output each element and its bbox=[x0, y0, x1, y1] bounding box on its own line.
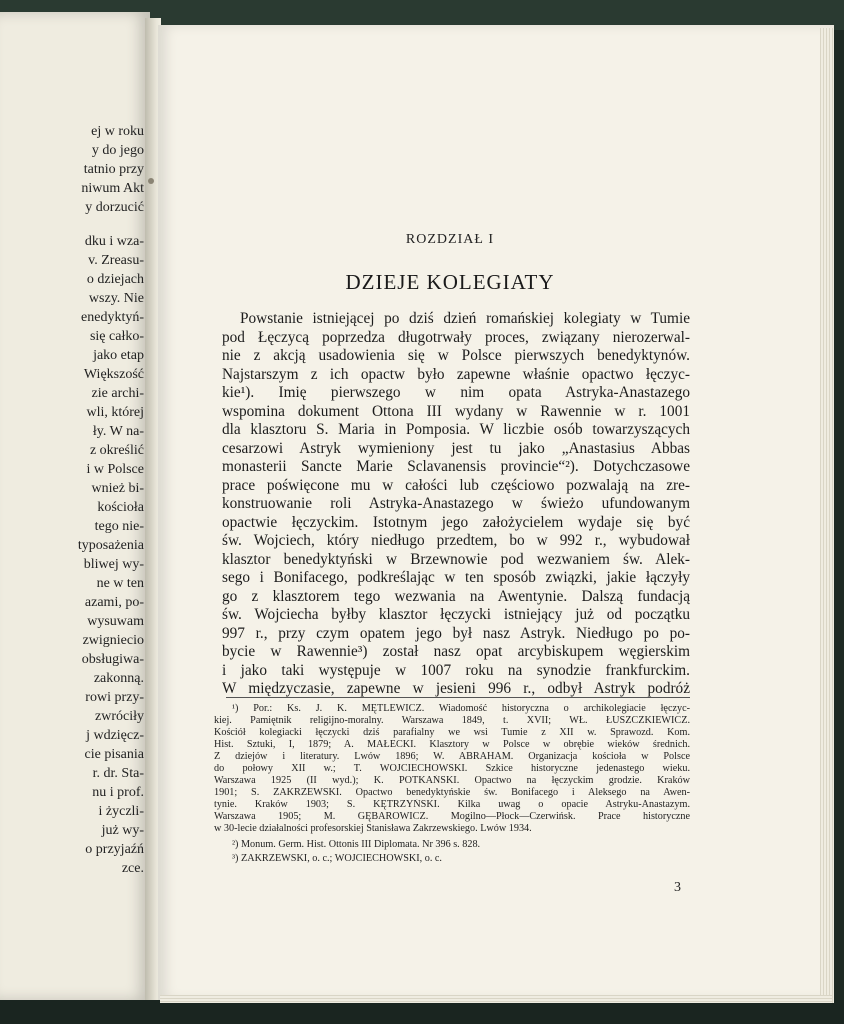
left-page-line: tego nie- bbox=[94, 519, 144, 534]
page-number: 3 bbox=[674, 880, 681, 895]
body-line: św. Wojciecha byłby klasztor łęczycki istniejący już od początku bbox=[222, 606, 690, 623]
left-page-line: ej w roku bbox=[91, 124, 144, 139]
left-page-line: zakonną. bbox=[93, 671, 144, 686]
left-page-line: wli, której bbox=[86, 405, 144, 420]
footnote-line: 1901; S. ZAKRZEWSKI. Opactwo benedyktyńskie św. Bonifacego i Aleksego na Awen- bbox=[214, 787, 690, 798]
left-page-line: enedyktyń- bbox=[81, 310, 144, 325]
footnote-line: Kościół kolegiacki łęczycki dziś parafialny we wsi Tumie z XII w. Sprawozd. Kom. bbox=[214, 727, 690, 738]
body-line: monasterii Sancte Marie Sclavanensis provincie“²). Dotychczasowe bbox=[222, 458, 690, 475]
footnote-line: Warszawa 1905; M. GĘBAROWICZ. Mogilno—Płock—Czerwińsk. Prace historyczne bbox=[214, 811, 690, 822]
chapter-title: DZIEJE KOLEGIATY bbox=[345, 270, 555, 294]
footnote-rule bbox=[226, 697, 690, 698]
body-line: Powstanie istniejącej po dziś dzień romańskiej kolegiaty w Tumie bbox=[240, 310, 690, 327]
background-bottom bbox=[0, 1000, 844, 1024]
left-page-line: wszy. Nie bbox=[88, 291, 144, 306]
left-page-line: azami, po- bbox=[84, 595, 144, 610]
body-line: sego i Bonifacego, podkreślając w ten sposób związki, jakie łączyły bbox=[222, 569, 690, 586]
footnote-line: w 30-lecie działalności profesorskiej Stanisława Zakrzewskiego. Lwów 1934. bbox=[214, 823, 532, 834]
left-page-line: y dorzucić bbox=[85, 200, 144, 215]
footnote-line: do połowy XII w.; T. WOJCIECHOWSKI. Szkice historyczne jedenastego wieku. bbox=[214, 763, 690, 774]
left-page-line: już wy- bbox=[101, 823, 144, 838]
footnote-line: tynie. Kraków 1903; S. KĘTRZYŃSKI. Kilka uwag o opacie Astryku-Anastazym. bbox=[214, 799, 690, 810]
left-page-line: z określić bbox=[89, 443, 144, 458]
binding-thread bbox=[148, 178, 154, 184]
footnote-line: kiej. Pamiętnik religijno-moralny. Warszawa 1849, t. XVII; WŁ. ŁUSZCZKIEWICZ. bbox=[214, 715, 690, 726]
left-page-line: zce. bbox=[121, 861, 144, 876]
body-line: konstruowanie roli Astryka-Anastazego w świeżo ufundowanym bbox=[222, 495, 690, 512]
left-page-line: ne w ten bbox=[96, 576, 144, 591]
left-page-line: j wdzięcz- bbox=[86, 728, 144, 743]
page-bottom-edge bbox=[160, 995, 832, 1003]
left-page-line: rowi przy- bbox=[85, 690, 144, 705]
left-page-line: o dziejach bbox=[86, 272, 144, 287]
body-line: i jako taki występuje w 1007 roku na synodzie frankfurckim. bbox=[222, 661, 690, 679]
footnote-line: Warszawa 1925 (II wyd.); K. POTKAŃSKI. Opactwo na łęczyckim grodzie. Kraków bbox=[214, 775, 690, 786]
left-page-line: dku i wza- bbox=[84, 234, 144, 249]
body-line: nie z akcją usadowienia się w Polsce pierwszych benedyktynów. bbox=[222, 347, 690, 364]
body-line: św. Wojciech, który niedługo przedtem, bo w 992 r., wybudował bbox=[222, 532, 690, 549]
left-page-line: wysuwam bbox=[87, 614, 144, 629]
body-line: go z klasztorem tego wezwania na Awentynie. Dalszą fundacją bbox=[222, 587, 690, 605]
left-page-line: tatnio przy bbox=[83, 162, 144, 177]
footnote-line: ³) ZAKRZEWSKI, o. c.; WOJCIECHOWSKI, o. c. bbox=[232, 853, 442, 864]
left-page-line: ły. W na- bbox=[92, 424, 144, 439]
left-page-line: wnież bi- bbox=[91, 481, 144, 496]
left-page-line: typosażenia bbox=[77, 538, 144, 553]
left-page-line: zwigniecio bbox=[82, 633, 144, 648]
left-page bbox=[0, 12, 150, 1000]
body-line: bycie w Rawennie³) został nasz opat arcybiskupem węgierskim bbox=[222, 643, 690, 660]
left-page-line: kościoła bbox=[97, 500, 144, 515]
chapter-label: ROZDZIAŁ I bbox=[405, 232, 495, 247]
footnote-line: Hist. Sztuki, I, 1879; A. MAŁECKI. Klasztory w Polsce w obrębie wieków średnich. bbox=[214, 739, 690, 750]
left-page-line: r. dr. Sta- bbox=[92, 766, 144, 781]
left-page-line: cie pisania bbox=[84, 747, 144, 762]
footnote-line: Z dziejów i literatury. Lwów 1896; W. ABRAHAM. Organizacja kościoła w Polsce bbox=[214, 751, 690, 762]
left-page-line: obsługiwa- bbox=[81, 652, 144, 667]
footnote-line: ¹) Por.: Ks. J. K. MĘTLEWICZ. Wiadomość historyczna o archikolegiacie łęczyc- bbox=[232, 703, 690, 714]
left-page-line: jako etap bbox=[93, 348, 144, 363]
left-page-line: nu i prof. bbox=[92, 785, 144, 800]
left-page-line: Większość bbox=[83, 367, 144, 382]
body-line: klasztor benedyktyński w Brzewnowie pod wezwaniem św. Alek- bbox=[222, 550, 690, 568]
body-line: W międzyczasie, zapewne w jesieni 996 r., odbył Astryk podróż bbox=[222, 680, 690, 697]
left-page-line: i w Polsce bbox=[86, 462, 144, 477]
body-line: Najstarszym z ich opactw było zapewne właśnie opactwo łęczyc- bbox=[222, 365, 690, 383]
body-line: cesarzowi Astryk wymieniony jest tu jako „Anastasius Abbas bbox=[222, 439, 690, 457]
left-page-line: y do jego bbox=[91, 143, 144, 158]
footnote-line: ²) Monum. Germ. Hist. Ottonis III Diplomata. Nr 396 s. 828. bbox=[232, 839, 481, 850]
left-page-line: się całko- bbox=[89, 329, 144, 344]
left-page-line: bliwej wy- bbox=[83, 557, 144, 572]
left-page-line: i życzli- bbox=[98, 804, 144, 819]
body-line: opactwie łęczyckim. Istotnym jego założycielem wydaje się być bbox=[222, 513, 690, 531]
body-line: dla klasztoru S. Maria in Pomposia. W liczbie osób towarzyszących bbox=[222, 421, 690, 438]
left-page-line: v. Zreasu- bbox=[88, 253, 144, 268]
body-line: kie¹). Imię pierwszego w nim opata Astryka-Anastazego bbox=[222, 384, 690, 401]
left-page-line: zie archi- bbox=[91, 386, 144, 401]
body-line: prace poświęcone mu w całości lub częściowo pozwalają na zre- bbox=[222, 476, 690, 494]
body-line: 997 r., przy czym opatem jego był nasz Astryk. Niedługo po po- bbox=[222, 624, 690, 642]
body-line: pod Łęczycą poprzedza długotrwały proces, związany nierozerwal- bbox=[222, 328, 690, 346]
body-line: wspomina dokument Ottona III wydany w Rawennie w r. 1001 bbox=[222, 402, 690, 420]
left-page-line: o przyjaźń bbox=[85, 842, 144, 857]
page-edge bbox=[820, 28, 834, 1003]
left-page-line: niwum Akt bbox=[81, 181, 144, 196]
left-page-line: zwróciły bbox=[95, 709, 144, 724]
